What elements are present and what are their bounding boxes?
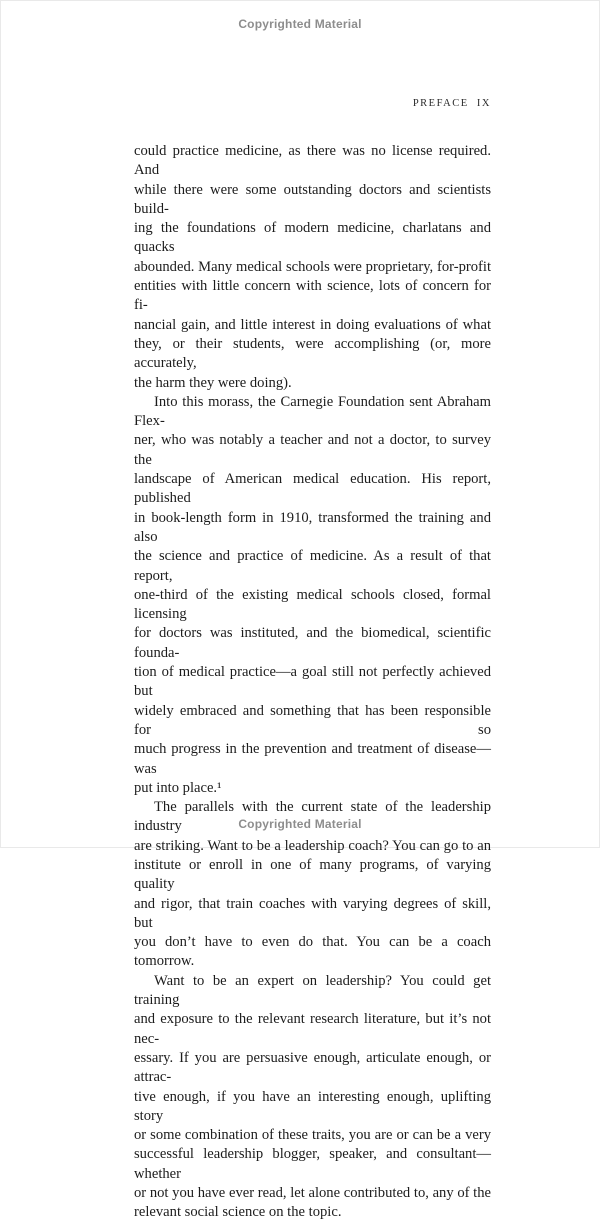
paragraph [134, 142, 491, 393]
text-line: and rigor, that train coaches with varying degrees of skill, but [134, 895, 491, 931]
text-line: relevant social science on the topic. [134, 1204, 342, 1221]
text-line: landscape of American medical education. His report, published [134, 471, 491, 507]
text-block [134, 142, 491, 1223]
text-line: or not you have ever read, let alone contributed to, any of the [134, 1185, 491, 1202]
text-line: tive enough, if you have an interesting enough, uplifting story [134, 1088, 491, 1124]
text-line: one-third of the existing medical schools closed, formal licensing [134, 586, 491, 623]
text-line: entities with little concern with science, lots of concern for fi- [134, 278, 491, 314]
text-line: Want to be an expert on leadership? You could get training [134, 972, 491, 1009]
paragraph [134, 972, 491, 1223]
running-header: PREFACE IX [412, 98, 491, 109]
text-line: nancial gain, and little interest in doing evaluations of what [134, 316, 491, 333]
text-line: the science and practice of medicine. As a result of that report, [134, 548, 491, 584]
text-line: abounded. Many medical schools were proprietary, for-profit [134, 258, 491, 275]
text-line: Into this morass, the Carnegie Foundation sent Abraham Flex- [134, 393, 491, 430]
text-line: put into place.¹ [134, 779, 222, 796]
text-line: The parallels with the current state of the leadership industry [134, 799, 491, 835]
text-line: in book-length form in 1910, transformed the training and also [134, 509, 491, 545]
text-line: for doctors was instituted, and the biomedical, scientific founda- [134, 625, 491, 661]
paragraph [134, 393, 491, 798]
text-line: you don’t have to even do that. You can be a coach tomorrow. [134, 934, 491, 970]
text-line: and exposure to the relevant research literature, but it’s not nec- [134, 1011, 491, 1047]
text-line: while there were some outstanding doctors and scientists build- [134, 181, 491, 217]
text-line: ing the foundations of modern medicine, charlatans and quacks [134, 220, 491, 256]
text-line: they, or their students, were accomplishing (or, more accurately, [134, 335, 491, 372]
text-line: essary. If you are persuasive enough, articulate enough, or attrac- [134, 1049, 491, 1086]
copyright-notice-top: Copyrighted Material [238, 17, 362, 31]
text-line: successful leadership blogger, speaker, and consultant—whether [134, 1146, 491, 1182]
text-line: the harm they were doing). [134, 374, 292, 391]
text-line: or some combination of these traits, you are or can be a very [134, 1127, 491, 1144]
text-line: could practice medicine, as there was no license required. And [134, 143, 491, 179]
text-line: institute or enroll in one of many programs, of varying quality [134, 856, 491, 893]
text-line: widely embraced and something that has been responsible for so [134, 702, 491, 738]
text-line: tion of medical practice—a goal still not perfectly achieved but [134, 664, 491, 700]
text-line: are striking. Want to be a leadership coach? You can go to an [134, 837, 491, 854]
text-line: much progress in the prevention and treatment of disease—was [134, 741, 491, 777]
text-line: ner, who was notably a teacher and not a doctor, to survey the [134, 432, 491, 468]
copyright-notice-bottom: Copyrighted Material [238, 817, 362, 831]
